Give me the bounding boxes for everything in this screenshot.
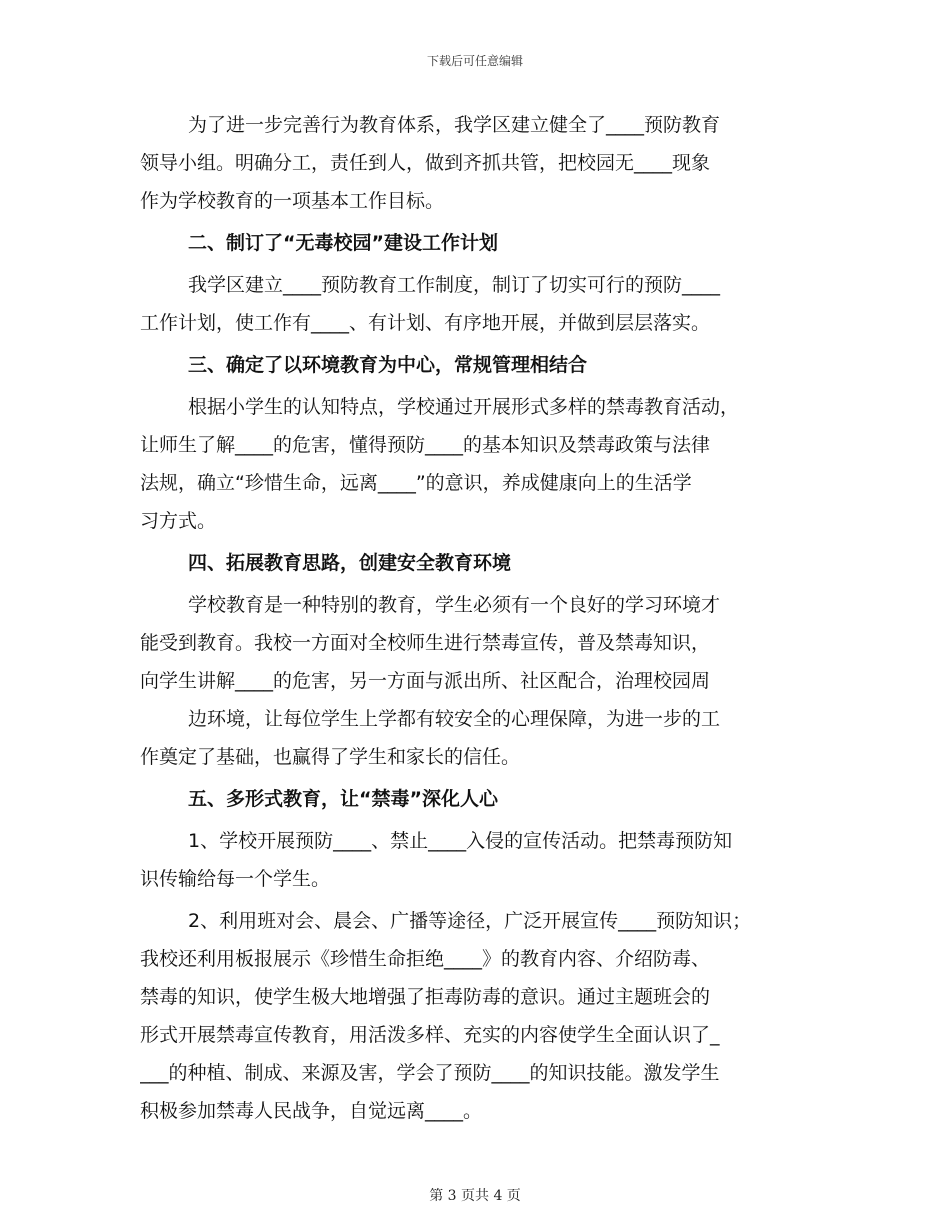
paragraph-line: 禁毒的知识，使学生极大地增强了拒毒防毒的意识。通过主题班会的 xyxy=(140,986,711,1008)
paragraph-line: 学校教育是一种特别的教育，学生必须有一个良好的学习环境才 xyxy=(188,594,721,616)
paragraph-line: 让师生了解____的危害，懂得预防____的基本知识及禁毒政策与法律 xyxy=(140,434,711,456)
paragraph-line: 法规，确立“珍惜生命，远离____”的意识，养成健康向上的生活学 xyxy=(140,472,692,494)
paragraph-line: 边环境，让每位学生上学都有较安全的心理保障，为进一步的工 xyxy=(188,708,721,730)
section-heading-5: 五、多形式教育，让“禁毒”深化人心 xyxy=(188,788,498,810)
section-heading-3: 三、确定了以环境教育为中心，常规管理相结合 xyxy=(188,354,588,376)
document-body xyxy=(140,106,820,1130)
page-header: 下载后可任意编辑 xyxy=(426,54,523,68)
paragraph-line: 积极参加禁毒人民战争，自觉远离____。 xyxy=(140,1100,483,1122)
paragraph-line: 为了进一步完善行为教育体系，我学区建立健全了____预防教育 xyxy=(188,114,721,136)
paragraph-line: ___的种植、制成、来源及害，学会了预防____的知识技能。激发学生 xyxy=(140,1062,720,1084)
paragraph-line: 能受到教育。我校一方面对全校师生进行禁毒宣传，普及禁毒知识， xyxy=(140,632,711,654)
section-heading-4: 四、拓展教育思路，创建安全教育环境 xyxy=(188,552,512,574)
paragraph-line: 作奠定了基础，也赢得了学生和家长的信任。 xyxy=(140,746,521,768)
paragraph-line: 向学生讲解____的危害，另一方面与派出所、社区配合，治理校园周 xyxy=(140,670,711,692)
paragraph-line: 工作计划，使工作有____、有计划、有序地开展，并做到层层落实。 xyxy=(140,312,711,334)
paragraph-line: 我校还利用板报展示《珍惜生命拒绝____》的教育内容、介绍防毒、 xyxy=(140,948,711,970)
section-heading-2: 二、制订了“无毒校园”建设工作计划 xyxy=(188,232,498,254)
paragraph-line: 识传输给每一个学生。 xyxy=(140,868,331,890)
paragraph-line: 根据小学生的认知特点，学校通过开展形式多样的禁毒教育活动， xyxy=(188,396,740,418)
paragraph-line: 2、利用班对会、晨会、广播等途径，广泛开展宣传____预防知识； xyxy=(188,910,752,932)
paragraph-line: 领导小组。明确分工，责任到人，做到齐抓共管，把校园无____现象 xyxy=(140,152,711,174)
paragraph-line: 作为学校教育的一项基本工作目标。 xyxy=(140,190,445,212)
paragraph-line: 习方式。 xyxy=(140,510,217,532)
paragraph-line: 我学区建立____预防教育工作制度，制订了切实可行的预防____ xyxy=(188,274,721,296)
page-footer: 第 3 页共 4 页 xyxy=(429,1188,521,1204)
paragraph-line: 形式开展禁毒宣传教育，用活泼多样、充实的内容使学生全面认识了_ xyxy=(140,1024,720,1046)
paragraph-line: 1、学校开展预防____、禁止____入侵的宣传活动。把禁毒预防知 xyxy=(188,830,733,852)
